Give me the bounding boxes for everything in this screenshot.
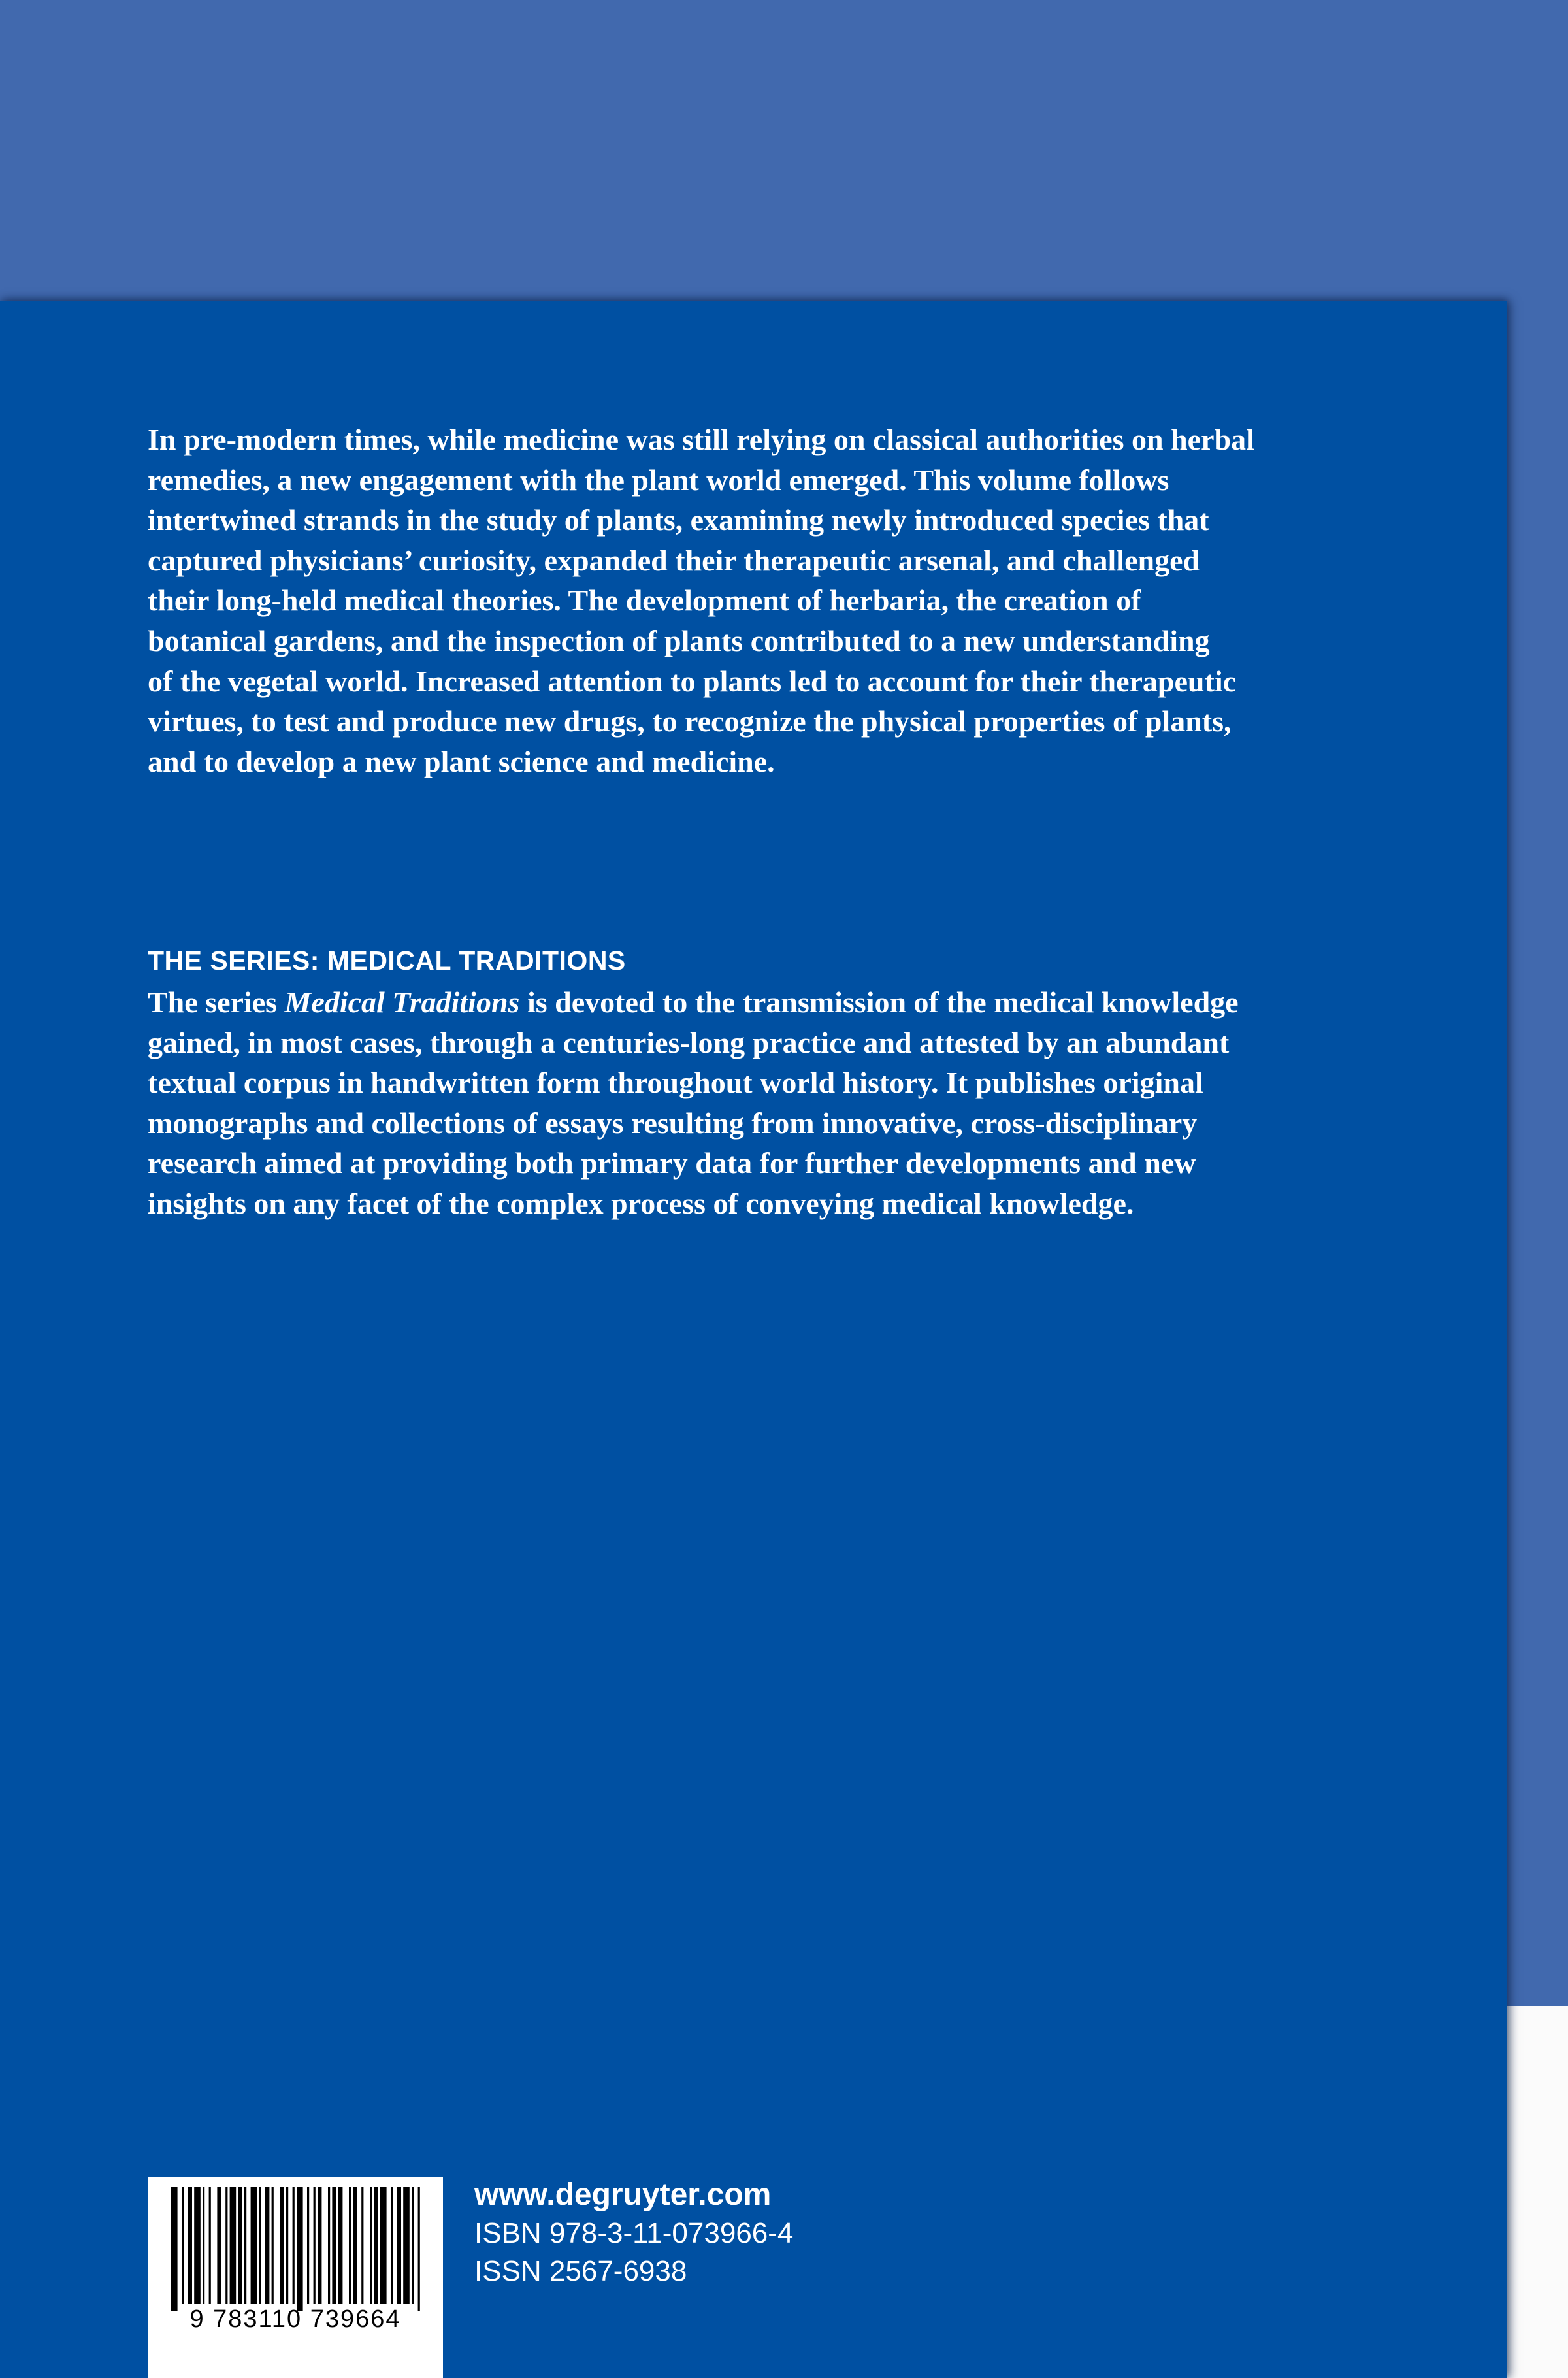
barcode-number: 9 783110 739664 [189, 2305, 401, 2333]
series-text-before: The series [148, 985, 285, 1019]
publisher-info [474, 2175, 793, 2290]
publisher-website-link[interactable]: www.degruyter.com [474, 2177, 772, 2212]
series-description [148, 982, 1376, 1224]
barcode-bars [148, 2177, 443, 2378]
book-description: In pre-modern times, while medicine was still relying on classical authorities on herbal remedies, a new engagement with the plant world emerged. This volume follows intertwined strands in the study of plants, examining newly introduced species that captured physicians’ curiosity, expanded their therapeutic arsenal, and challenged their long-held medical theories. The development of herbaria, the creation of botanical gardens, and the inspection of plants contributed to a new understanding of the vegetal world. Increased attention to plants led to account for their therapeutic virtues, to test and produce new drugs, to recognize the physical properties of plants, and to develop a new plant science and medicine. [148, 423, 1254, 778]
series-title: Medical Traditions [284, 985, 520, 1019]
series-text-after: is devoted to the transmission of the medical knowledge gained, in most cases, through a centuries-long practice and attested by an abundant textual corpus in handwritten form throughout world history. It publishes original monographs and collections of essays resulting from innovative, cross-disciplinary research aimed at providing both primary data for further developments and new insights on any facet of the complex process of conveying medical knowledge. [148, 985, 1239, 1220]
page-edge-strip [1507, 2006, 1568, 2378]
isbn-number: ISBN 978-3-11-073966-4 [474, 2217, 794, 2249]
issn-number: ISSN 2567-6938 [474, 2255, 687, 2287]
back-cover [0, 301, 1507, 2378]
series-heading: THE SERIES: MEDICAL TRADITIONS [148, 946, 626, 976]
isbn-barcode [148, 2177, 443, 2378]
